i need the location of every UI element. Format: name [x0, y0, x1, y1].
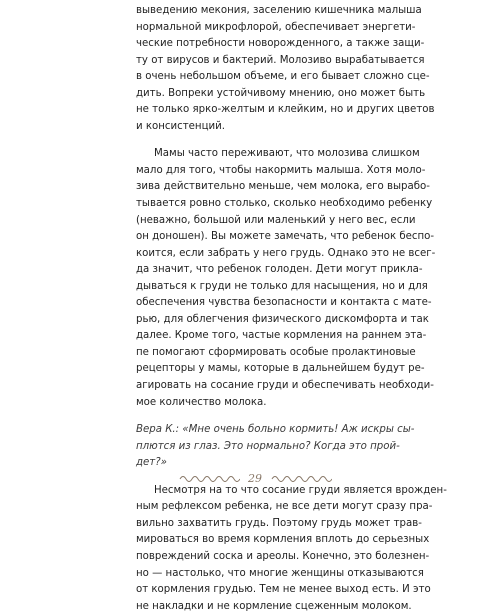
page-footer — [136, 463, 374, 493]
paragraph-gap — [136, 411, 374, 422]
text-line: пе помогают сформировать особые пролактиновые — [136, 346, 416, 358]
text-line: обеспечения чувства безопасности и контакта с мате- — [136, 297, 432, 309]
book-page — [136, 3, 447, 612]
text-line: далее. Кроме того, частые кормления на раннем эта- — [136, 330, 427, 342]
text-line: не только ярко-желтым и клейким, но и других цветов — [136, 104, 435, 116]
right-ornament-icon — [270, 473, 332, 483]
text-line: ту от вирусов и бактерий. Молозиво вырабатывается — [136, 54, 425, 66]
text-line: дет?» — [136, 457, 167, 469]
text-line: и консистенций. — [136, 120, 226, 132]
text-body — [136, 3, 447, 615]
text-line: да значит, что ребенок голоден. Дети могут прикла- — [136, 264, 423, 276]
text-line: коится, если забрать у него грудь. Однако это не всег- — [136, 247, 436, 259]
text-line: повреждений соска и ареолы. Конечно, это болезнен- — [136, 550, 430, 562]
paragraph — [136, 146, 436, 411]
page-number: 29 — [248, 471, 262, 485]
text-line: в очень небольшом объеме, и его бывает сложно сце- — [136, 71, 430, 83]
text-line: не накладки и не кормление сцеженным молоком. — [136, 600, 412, 612]
text-line: Несмотря на то что сосание груди является врожден- — [154, 484, 447, 496]
text-line: ческие потребности новорожденного, а также защи- — [136, 38, 425, 50]
left-ornament-icon — [178, 473, 240, 483]
text-line: мое количество молока. — [136, 396, 267, 408]
text-line: тывается ровно столько, сколько необходимо ребенку — [136, 198, 433, 210]
text-line: нормальной микрофлорой, обеспечивает энергети- — [136, 21, 416, 33]
text-line: (неважно, большой или маленький у него вес, если — [136, 214, 416, 226]
paragraph — [136, 483, 447, 615]
text-line: дываться к груди не только для насыщения, но и для — [136, 280, 428, 292]
text-line: но — настолько, что многие женщины отказываются — [136, 567, 424, 579]
text-line: выведению мекония, заселению кишечника малыша — [136, 5, 422, 16]
text-line: плются из глаз. Это нормально? Когда это прой- — [136, 440, 400, 452]
text-line: рью, для облегчения физического дискомфорта и так — [136, 313, 429, 325]
paragraph — [136, 3, 435, 135]
text-line: он доношен). Вы можете замечать, что ребенок беспо- — [136, 231, 435, 243]
text-line: от кормления грудью. Тем не менее выход есть. И это — [136, 584, 431, 596]
text-line: ным рефлексом ребенка, не все дети могут сразу пра- — [136, 501, 433, 513]
text-line: рецепторы у мамы, которые в дальнейшем будут ре- — [136, 363, 425, 375]
text-line: мироваться во время кормления вплоть до серьезных — [136, 534, 430, 546]
text-line: зива действительно меньше, чем молока, его вырабо- — [136, 181, 430, 193]
text-line: Вера К.: «Мне очень больно кормить! Аж искры сы- — [136, 424, 415, 436]
text-line: мало для того, чтобы накормить малыша. Хотя моло- — [136, 164, 426, 176]
text-line: Мамы часто переживают, что молозива слишком — [154, 148, 420, 160]
text-line: вильно захватить грудь. Поэтому грудь может трав- — [136, 517, 422, 529]
text-line: агировать на сосание груди и обеспечивать необходи- — [136, 380, 434, 392]
paragraph-gap — [136, 135, 374, 146]
text-line: дить. Вопреки устойчивому мнению, оно может быть — [136, 87, 426, 99]
